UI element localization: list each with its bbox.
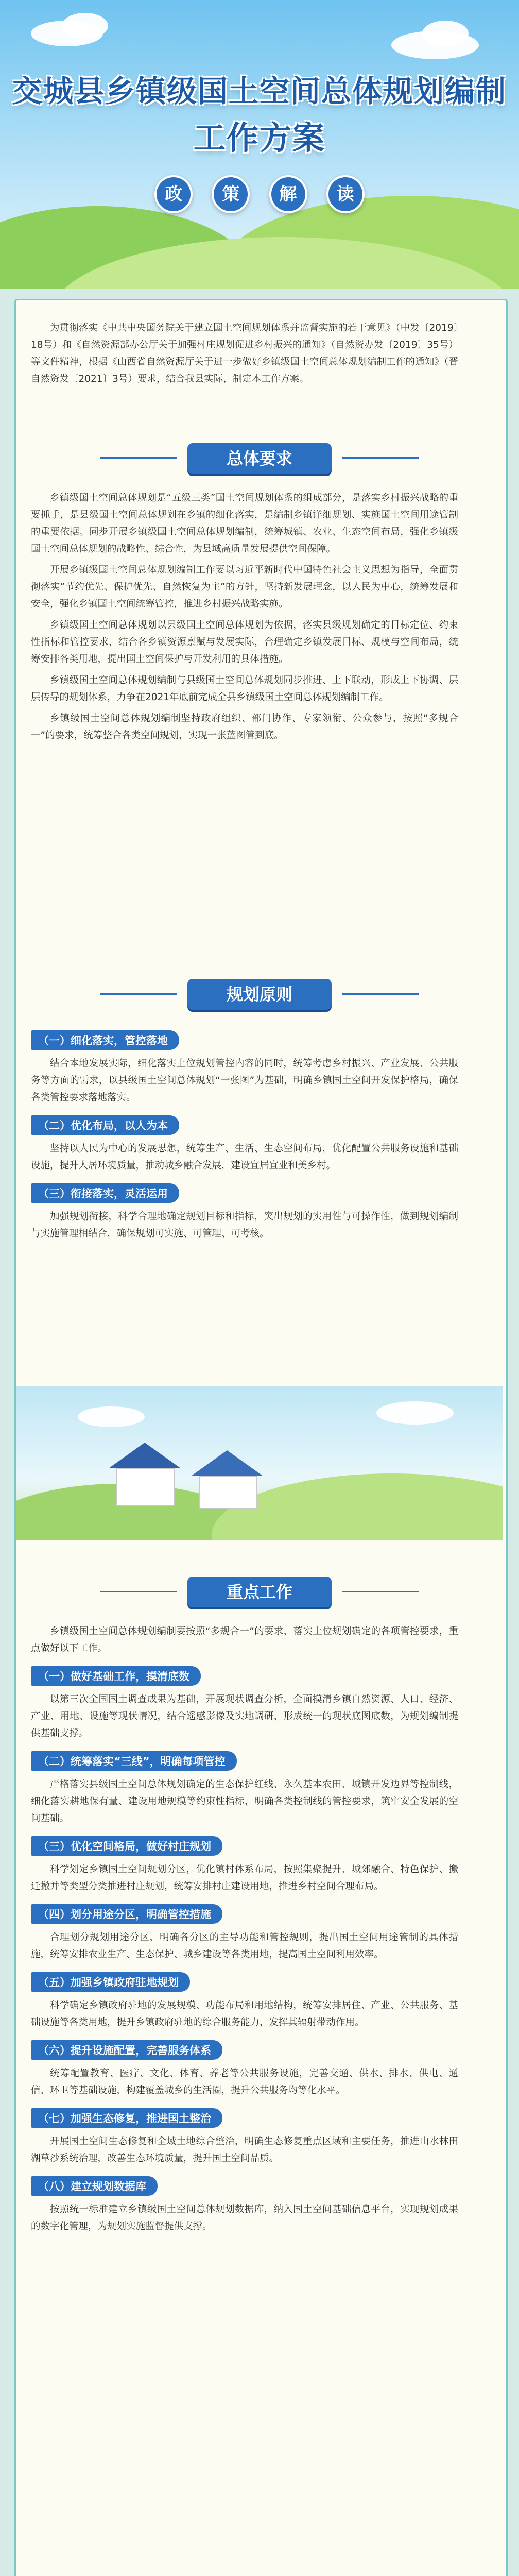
village-illustration: [16, 1386, 503, 1540]
section-title-requirements: 总体要求: [187, 443, 332, 474]
house-decoration: [199, 1476, 257, 1509]
paragraph: 以第三次全国国土调查成果为基础，开展现状调查分析，全面摸清乡镇自然资源、人口、经济、产业、用地、设施等现状情况，结合遥感影像及实地调研，形成统一的现状底图底数，为规划编制提供基础支撑。: [31, 1694, 458, 1739]
page-subtitle: 工作方案: [193, 119, 325, 157]
paragraph: 按照统一标准建立乡镇级国土空间总体规划数据库，纳入国土空间基础信息平台，实现规划成果的数字化管理，为规划实施监督提供支撑。: [31, 2204, 458, 2232]
badge-char: 解: [269, 175, 307, 213]
badge-char: 政: [154, 175, 193, 213]
cloud-decoration: [376, 1401, 454, 1425]
paragraph: 乡镇级国土空间总体规划是“五级三类”国土空间规划体系的组成部分，是落实乡村振兴战略的重要抓手，是县级国土空间总体规划在乡镇的细化落实，是编制乡镇详细规划、实施国土空间用途管制的重要依据。同步开展乡镇级国土空间总体规划编制，统筹城镇、农业、生态空间布局，强化乡镇级国土空间总体规划的战略性、综合性，为县域高质量发展提供空间保障。: [31, 493, 458, 554]
requirements-block: [31, 489, 458, 748]
subsection-tag: （四）划分用途分区，明确管控措施: [31, 1904, 222, 1924]
cloud-decoration: [62, 13, 108, 39]
section-title-principles: 规划原则: [187, 979, 332, 1010]
paragraph: 严格落实县级国土空间总体规划确定的生态保护红线、永久基本农田、城镇开发边界等控制线，细化落实耕地保有量、建设用地规模等约束性指标，明确各类控制线的管控要求，筑牢安全发展的空间基础。: [31, 1779, 458, 1824]
paragraph: 乡镇级国土空间总体规划编制坚持政府组织、部门协作、专家领衔、公众参与，按照“多规合一”的要求，统筹整合各类空间规划，实现一张蓝图管到底。: [31, 713, 458, 741]
subsection-tag: （八）建立规划数据库: [31, 2176, 158, 2196]
subsection-tag: （一）做好基础工作，摸清底数: [31, 1666, 201, 1686]
badge-row: [0, 175, 519, 213]
subsection-tag: （七）加强生态修复，推进国土整治: [31, 2108, 222, 2128]
subsection-tag: （三）优化空间格局，做好村庄规划: [31, 1836, 222, 1856]
subsection-tag: （二）统筹落实“三线”，明确每项管控: [31, 1751, 237, 1771]
subsection-tag: （三）衔接落实，灵活运用: [31, 1183, 179, 1203]
cloud-decoration: [422, 21, 469, 46]
subsection-tag: （一）细化落实，管控落地: [31, 1030, 179, 1050]
paragraph: 结合本地发展实际，细化落实上位规划管控内容的同时，统筹考虑乡村振兴、产业发展、公共服务等方面的需求，以县级国土空间总体规划“一张图”为基础，明确乡镇国土空间开发保护格局，确保各类管控要求落地落实。: [31, 1058, 458, 1103]
subsection-tag: （二）优化布局，以人为本: [31, 1115, 179, 1135]
subsection-tag: （五）加强乡镇政府驻地规划: [31, 1972, 190, 1992]
roof-decoration: [109, 1443, 181, 1468]
paragraph: 乡镇级国土空间总体规划以县级国土空间总体规划为依据，落实县级规划确定的目标定位、约束性指标和管控要求，结合各乡镇资源禀赋与发展实际，合理确定乡镇发展目标、规模与空间布局，统筹安排各类用地，提出国土空间保护与开发利用的具体措施。: [31, 620, 458, 665]
subsection-tag: （六）提升设施配置，完善服务体系: [31, 2040, 222, 2060]
paragraph: 统筹配置教育、医疗、文化、体育、养老等公共服务设施，完善交通、供水、排水、供电、通信、环卫等基础设施，构建覆盖城乡的生活圈，提升公共服务均等化水平。: [31, 2068, 458, 2096]
paragraph: 合理划分规划用途分区，明确各分区的主导功能和管控规则，提出国土空间用途管制的具体措施，统筹安排农业生产、生态保护、城乡建设等各类用地，提高国土空间利用效率。: [31, 1932, 458, 1960]
hero-banner: [0, 0, 519, 289]
principles-block: [31, 1025, 458, 1246]
paragraph: 科学划定乡镇国土空间规划分区，优化镇村体系布局，按照集聚提升、城郊融合、特色保护、搬迁撤并等类型分类推进村庄规划，统筹安排村庄建设用地，推进乡村空间合理布局。: [31, 1864, 458, 1892]
paragraph: 乡镇级国土空间总体规划编制要按照“多规合一”的要求，落实上位规划确定的各项管控要求，重点做好以下工作。: [31, 1626, 458, 1654]
paragraph: 开展国土空间生态修复和全域土地综合整治，明确生态修复重点区域和主要任务，推进山水林田湖草沙系统治理，改善生态环境质量，提升国土空间品质。: [31, 2136, 458, 2164]
badge-char: 读: [326, 175, 365, 213]
tasks-block: [31, 1623, 458, 2239]
section-title-tasks: 重点工作: [187, 1577, 332, 1607]
roof-decoration: [191, 1450, 263, 1476]
paragraph: 开展乡镇级国土空间总体规划编制工作要以习近平新时代中国特色社会主义思想为指导，全面贯彻落实“节约优先、保护优先、自然恢复为主”的方针，坚持新发展理念，以人民为中心，统筹发展和安全，强化乡镇国土空间统筹管控，推进乡村振兴战略实施。: [31, 565, 458, 609]
paragraph: 坚持以人民为中心的发展思想，统筹生产、生活、生态空间布局，优化配置公共服务设施和基础设施，提升人居环境质量，推动城乡融合发展，建设宜居宜业和美乡村。: [31, 1143, 458, 1171]
page-title: 交城县乡镇级国土空间总体规划编制: [12, 74, 507, 109]
intro-block: [31, 319, 458, 392]
badge-char: 策: [212, 175, 250, 213]
intro-paragraph: 为贯彻落实《中共中央国务院关于建立国土空间规划体系并监督实施的若干意见》（中发〔2019〕18号）和《自然资源部办公厅关于加强村庄规划促进乡村振兴的通知》（自然资办发〔2019〕35号）等文件精神，根据《山西省自然资源厅关于进一步做好乡镇级国土空间总体规划编制工作的通知》（晋自然资发〔2021〕3号）要求，结合我县实际，制定本工作方案。: [31, 323, 458, 384]
paragraph: 科学确定乡镇政府驻地的发展规模、功能布局和用地结构，统筹安排居住、产业、公共服务、基础设施等各类用地，提升乡镇政府驻地的综合服务能力，发挥其辐射带动作用。: [31, 2000, 458, 2028]
paragraph: 乡镇级国土空间总体规划编制与县级国土空间总体规划同步推进、上下联动，形成上下协调、层层传导的规划体系，力争在2021年底前完成全县乡镇级国土空间总体规划编制工作。: [31, 675, 458, 703]
cloud-decoration: [78, 1406, 145, 1427]
house-decoration: [116, 1468, 175, 1506]
paragraph: 加强规划衔接，科学合理地确定规划目标和指标，突出规划的实用性与可操作性，做到规划编制与实施管理相结合，确保规划可实施、可管理、可考核。: [31, 1211, 458, 1239]
